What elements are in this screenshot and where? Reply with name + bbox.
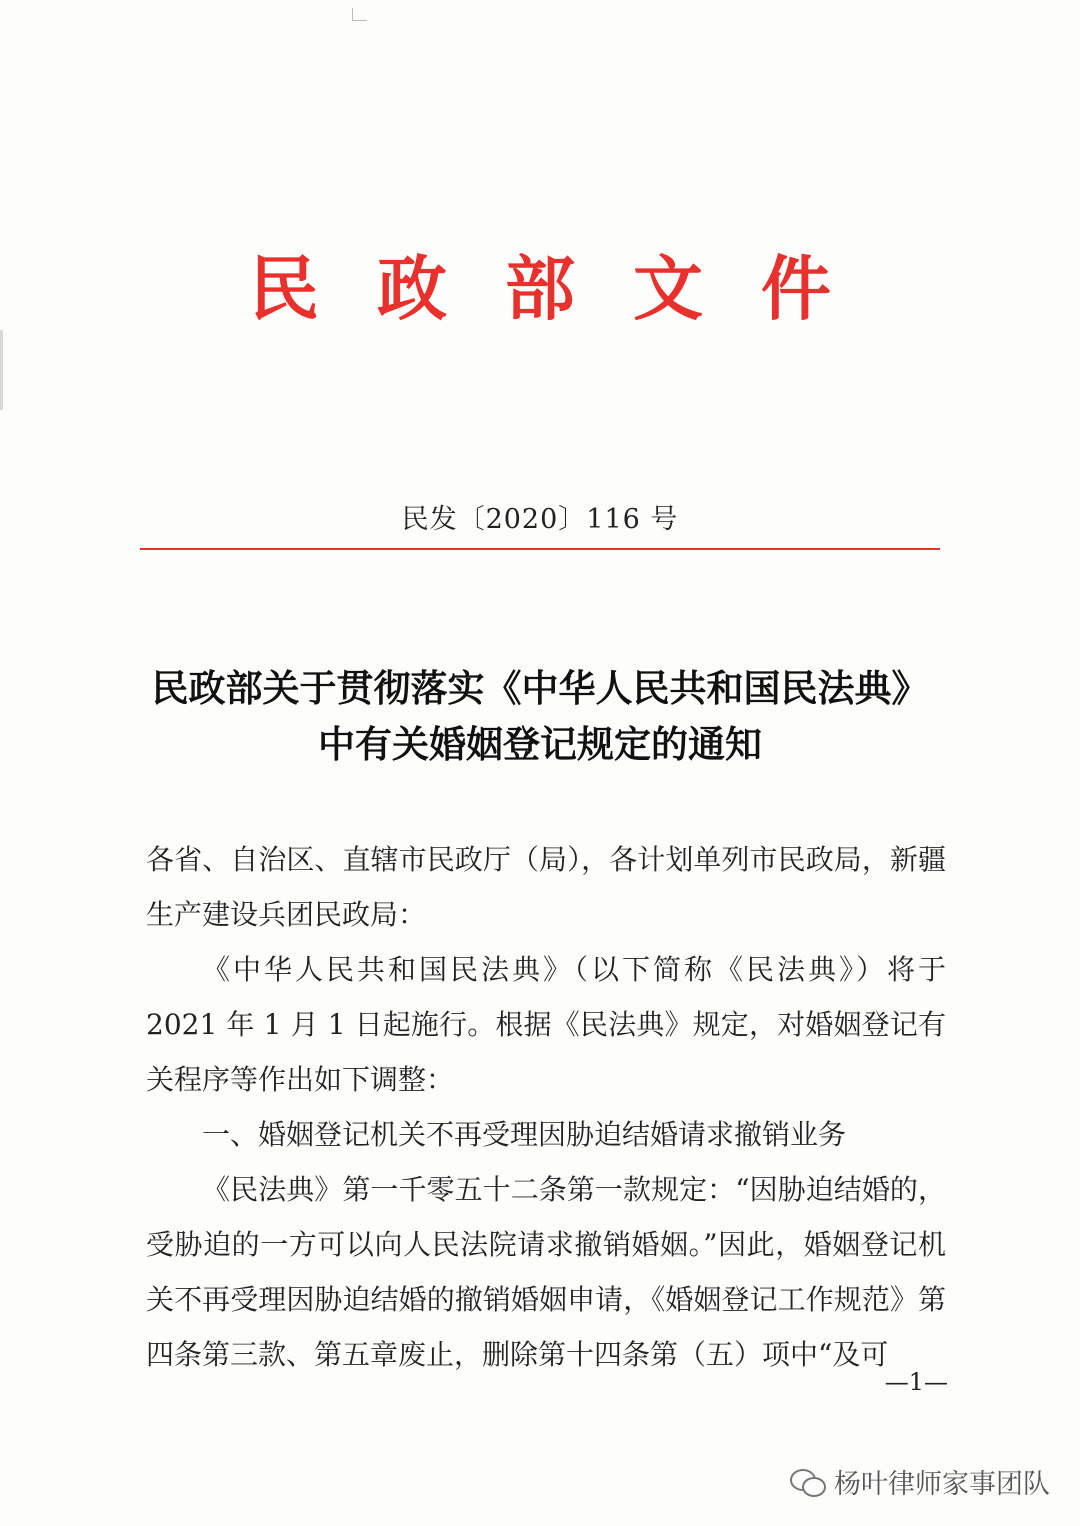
- corner-mark: [352, 8, 367, 21]
- red-divider-line: [140, 548, 940, 550]
- document-body: [146, 832, 946, 1382]
- document-number: 民发〔2020〕116 号: [401, 504, 679, 535]
- paragraph-1: 《中华人民共和国民法典》（以下简称《民法典》）将于 2021 年 1 月 1 日起施行。根据《民法典》规定，对婚姻登记有关程序等作出如下调整：: [146, 953, 946, 1096]
- scan-edge-mark: [0, 330, 3, 410]
- wechat-icon: [790, 1467, 826, 1497]
- watermark: [790, 1462, 1050, 1501]
- document-title: [0, 660, 1080, 772]
- paragraph-2: 《民法典》第一千零五十二条第一款规定：“因胁迫结婚的，受胁迫的一方可以向人民法院请求撤销婚姻。”因此，婚姻登记机关不再受理因胁迫结婚的撤销婚姻申请，《婚姻登记工作规范》第四条第三款、第五章废止，删除第十四条第（五）项中“及可: [146, 1173, 946, 1371]
- document-title-line-2: 中有关婚姻登记规定的通知: [318, 722, 762, 766]
- watermark-text: 杨叶律师家事团队: [834, 1469, 1050, 1500]
- document-header-title: 民政部文件: [249, 246, 889, 330]
- page-number: —1—: [884, 1368, 948, 1396]
- document-title-line-1: 民政部关于贯彻落实《中华人民共和国民法典》: [151, 666, 929, 710]
- salutation: 各省、自治区、直辖市民政厅（局），各计划单列市民政局，新疆生产建设兵团民政局：: [146, 843, 946, 931]
- section-1-heading: 一、婚姻登记机关不再受理因胁迫结婚请求撤销业务: [202, 1118, 847, 1151]
